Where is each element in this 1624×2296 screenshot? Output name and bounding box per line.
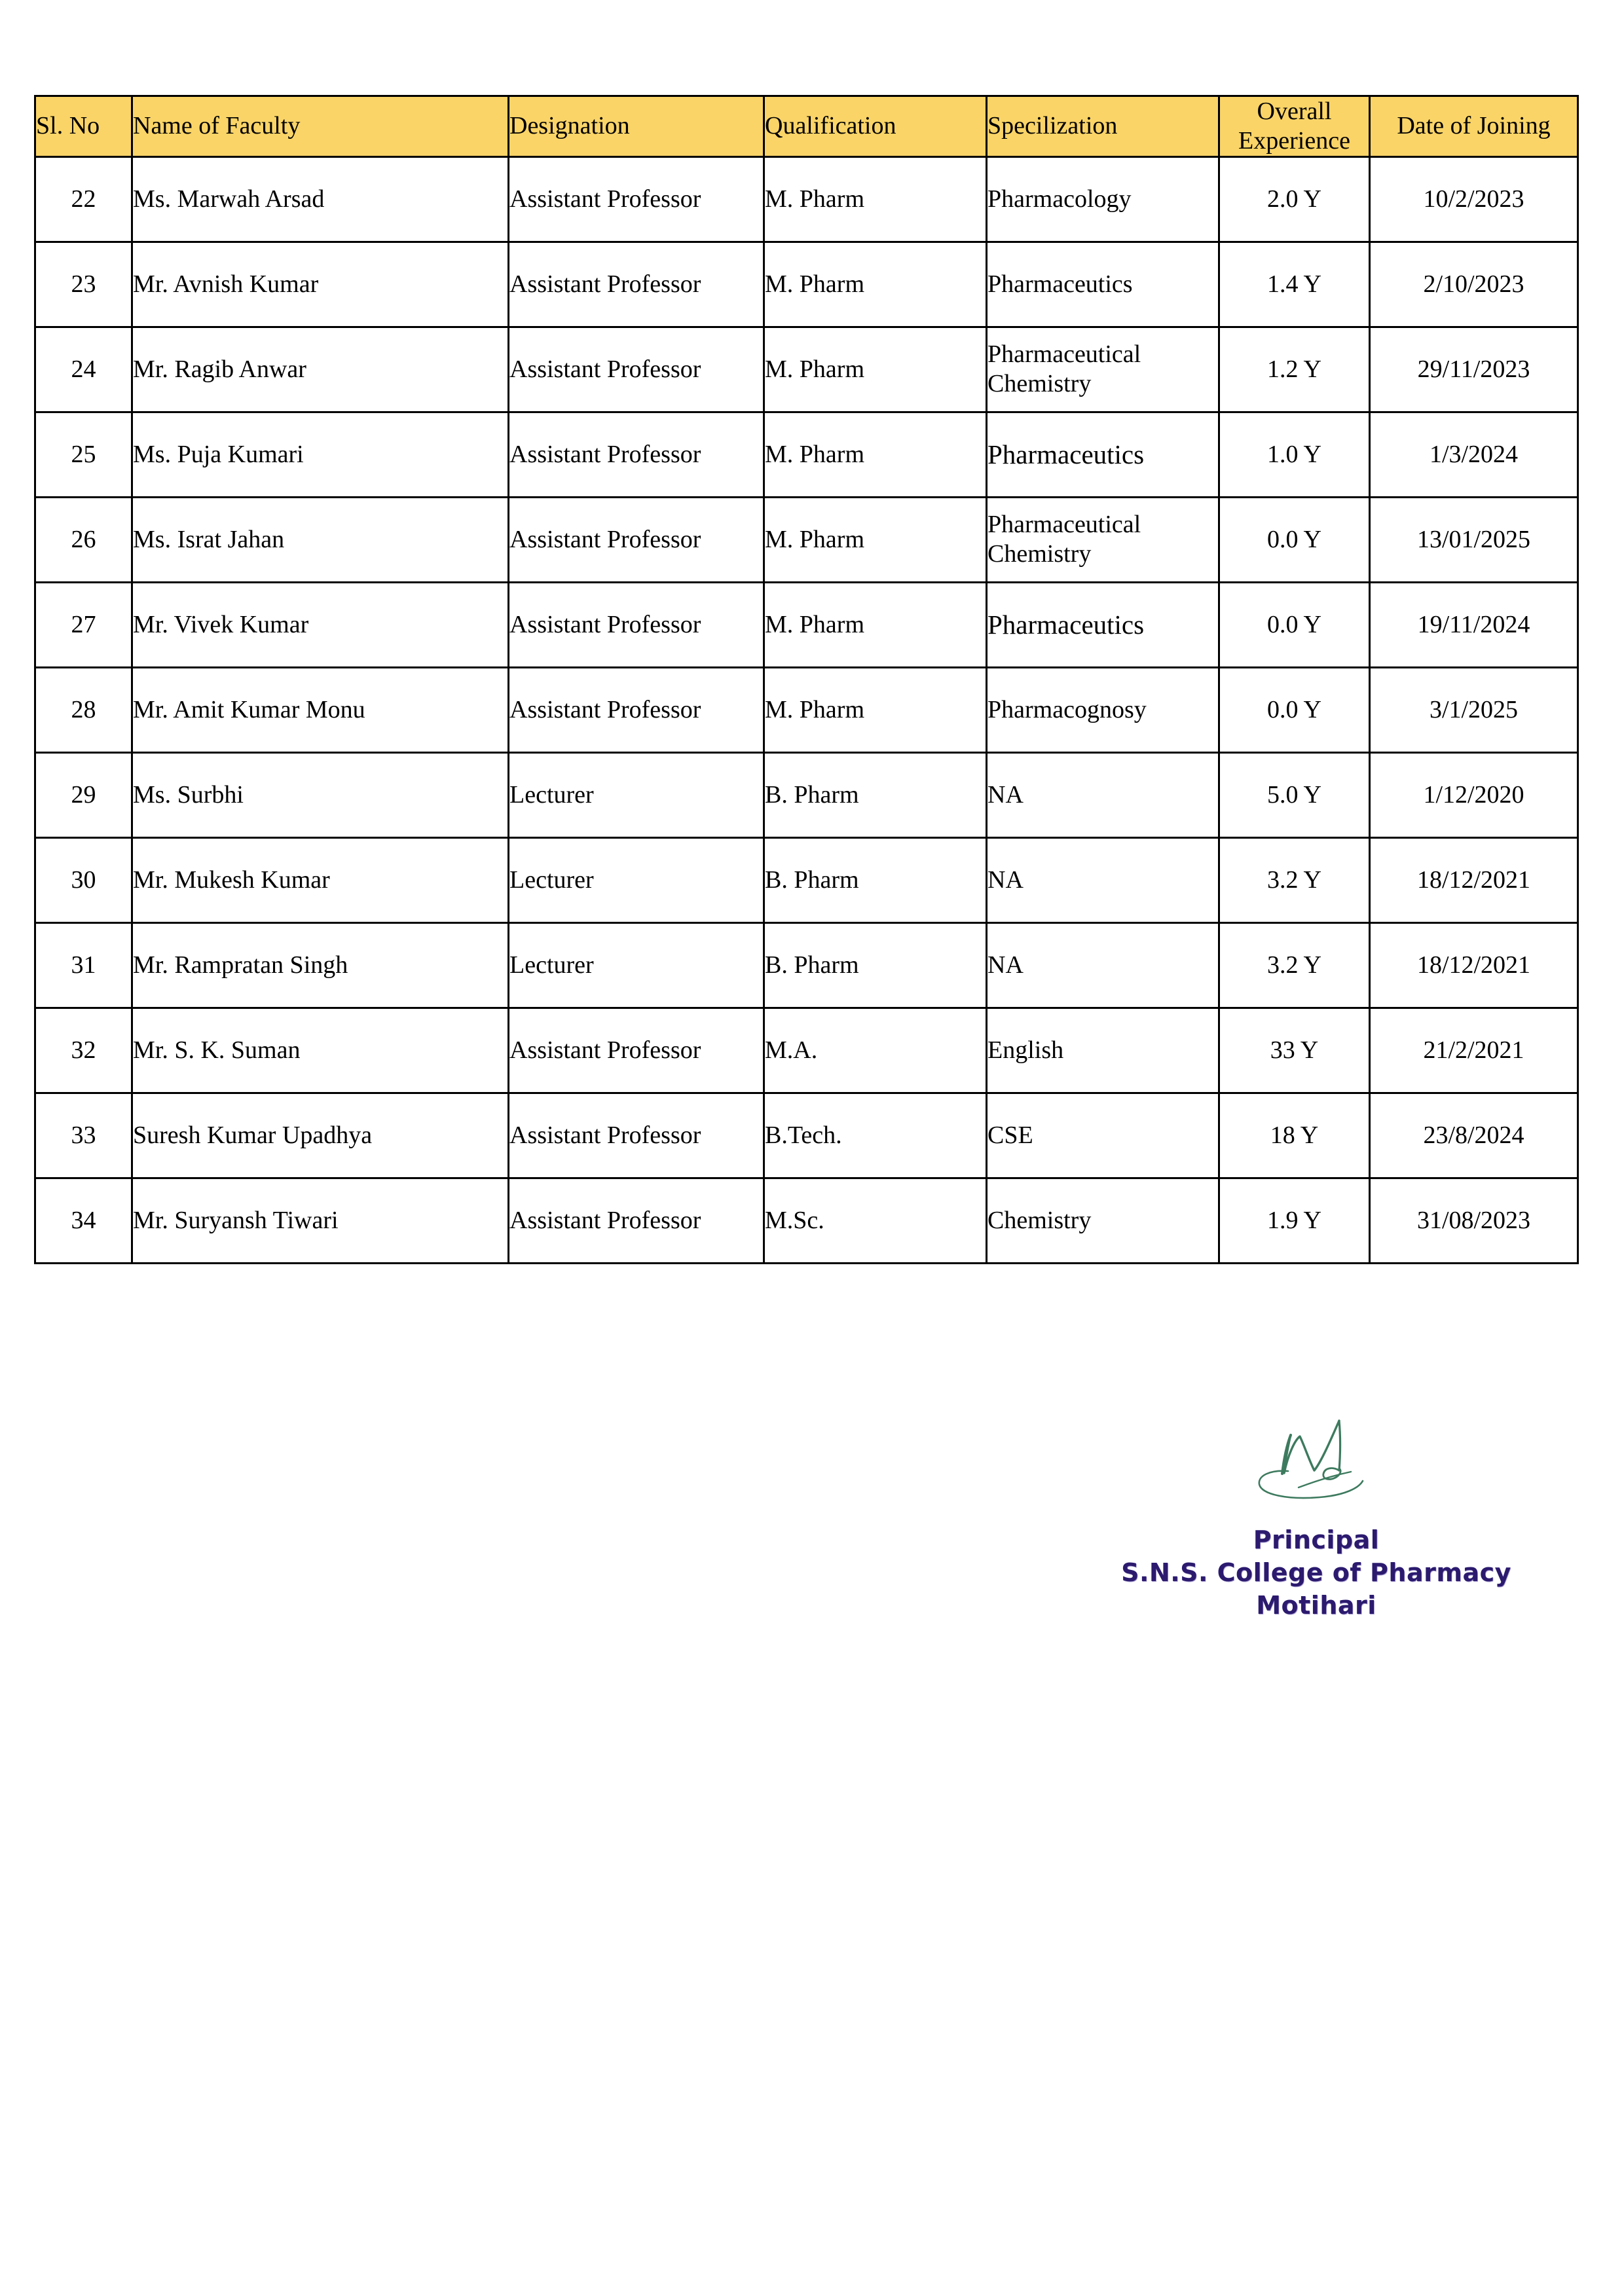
cell-name: Suresh Kumar Upadhya — [132, 1093, 509, 1178]
cell-name: Mr. Suryansh Tiwari — [132, 1178, 509, 1263]
column-header-designation: Designation — [509, 96, 764, 157]
cell-experience: 5.0 Y — [1219, 752, 1370, 837]
table-header-row — [35, 96, 1578, 157]
cell-sl-no: 32 — [35, 1008, 132, 1093]
cell-name: Ms. Marwah Arsad — [132, 156, 509, 242]
column-header-name-of-faculty: Name of Faculty — [132, 96, 509, 157]
table-row — [35, 582, 1578, 667]
table-row — [35, 667, 1578, 752]
cell-name: Mr. Vivek Kumar — [132, 582, 509, 667]
cell-name: Ms. Israt Jahan — [132, 497, 509, 582]
cell-designation: Assistant Professor — [509, 242, 764, 327]
cell-designation: Assistant Professor — [509, 1008, 764, 1093]
cell-date-of-joining: 1/3/2024 — [1370, 412, 1578, 497]
cell-qualification: M. Pharm — [764, 327, 987, 412]
cell-date-of-joining: 19/11/2024 — [1370, 582, 1578, 667]
cell-date-of-joining: 2/10/2023 — [1370, 242, 1578, 327]
cell-date-of-joining: 3/1/2025 — [1370, 667, 1578, 752]
cell-specilization: Pharmaceutics — [987, 412, 1219, 497]
cell-experience: 3.2 Y — [1219, 837, 1370, 922]
cell-sl-no: 29 — [35, 752, 132, 837]
cell-sl-no: 24 — [35, 327, 132, 412]
cell-qualification: B. Pharm — [764, 752, 987, 837]
cell-experience: 3.2 Y — [1219, 922, 1370, 1008]
cell-name: Ms. Surbhi — [132, 752, 509, 837]
cell-designation: Lecturer — [509, 922, 764, 1008]
cell-name: Mr. Ragib Anwar — [132, 327, 509, 412]
cell-date-of-joining: 23/8/2024 — [1370, 1093, 1578, 1178]
cell-designation: Assistant Professor — [509, 1178, 764, 1263]
cell-experience: 33 Y — [1219, 1008, 1370, 1093]
table-body — [35, 156, 1578, 1263]
table-row — [35, 752, 1578, 837]
table-row — [35, 837, 1578, 922]
cell-qualification: M.A. — [764, 1008, 987, 1093]
cell-sl-no: 26 — [35, 497, 132, 582]
cell-name: Mr. S. K. Suman — [132, 1008, 509, 1093]
cell-designation: Assistant Professor — [509, 327, 764, 412]
table-row — [35, 497, 1578, 582]
cell-designation: Assistant Professor — [509, 582, 764, 667]
cell-experience: 2.0 Y — [1219, 156, 1370, 242]
column-header-specilization: Specilization — [987, 96, 1219, 157]
cell-specilization: Pharmacognosy — [987, 667, 1219, 752]
cell-specilization: Pharmacology — [987, 156, 1219, 242]
cell-sl-no: 28 — [35, 667, 132, 752]
cell-name: Mr. Mukesh Kumar — [132, 837, 509, 922]
cell-specilization: Pharmaceutical Chemistry — [987, 327, 1219, 412]
cell-specilization: Chemistry — [987, 1178, 1219, 1263]
cell-specilization: Pharmaceutics — [987, 242, 1219, 327]
cell-name: Ms. Puja Kumari — [132, 412, 509, 497]
cell-date-of-joining: 1/12/2020 — [1370, 752, 1578, 837]
cell-designation: Assistant Professor — [509, 156, 764, 242]
faculty-table — [34, 95, 1579, 1264]
cell-designation: Assistant Professor — [509, 667, 764, 752]
table-row — [35, 412, 1578, 497]
cell-qualification: M. Pharm — [764, 156, 987, 242]
cell-date-of-joining: 10/2/2023 — [1370, 156, 1578, 242]
cell-designation: Lecturer — [509, 837, 764, 922]
cell-qualification: M. Pharm — [764, 242, 987, 327]
table-row — [35, 1008, 1578, 1093]
stamp-organization: S.N.S. College of Pharmacy — [1121, 1558, 1511, 1588]
cell-sl-no: 30 — [35, 837, 132, 922]
column-header-sl-no: Sl. No — [35, 96, 132, 157]
column-header-overall-experience: Overall Experience — [1219, 96, 1370, 157]
principal-signature-block — [1100, 1408, 1532, 1622]
cell-specilization: Pharmaceutics — [987, 582, 1219, 667]
cell-name: Mr. Avnish Kumar — [132, 242, 509, 327]
cell-designation: Lecturer — [509, 752, 764, 837]
table-row — [35, 1093, 1578, 1178]
cell-experience: 0.0 Y — [1219, 667, 1370, 752]
table-header — [35, 96, 1578, 157]
cell-experience: 1.0 Y — [1219, 412, 1370, 497]
cell-experience: 1.2 Y — [1219, 327, 1370, 412]
cell-experience: 0.0 Y — [1219, 497, 1370, 582]
cell-sl-no: 25 — [35, 412, 132, 497]
cell-date-of-joining: 21/2/2021 — [1370, 1008, 1578, 1093]
column-header-qualification: Qualification — [764, 96, 987, 157]
cell-date-of-joining: 29/11/2023 — [1370, 327, 1578, 412]
cell-specilization: English — [987, 1008, 1219, 1093]
cell-sl-no: 27 — [35, 582, 132, 667]
cell-date-of-joining: 13/01/2025 — [1370, 497, 1578, 582]
principal-stamp-text — [1100, 1523, 1532, 1622]
cell-designation: Assistant Professor — [509, 412, 764, 497]
table-row — [35, 922, 1578, 1008]
table-row — [35, 156, 1578, 242]
cell-name: Mr. Rampratan Singh — [132, 922, 509, 1008]
cell-sl-no: 34 — [35, 1178, 132, 1263]
cell-specilization: Pharmaceutical Chemistry — [987, 497, 1219, 582]
cell-specilization: CSE — [987, 1093, 1219, 1178]
cell-date-of-joining: 18/12/2021 — [1370, 922, 1578, 1008]
cell-qualification: M.Sc. — [764, 1178, 987, 1263]
cell-specilization: NA — [987, 837, 1219, 922]
cell-name: Mr. Amit Kumar Monu — [132, 667, 509, 752]
faculty-table-container — [34, 95, 1577, 1264]
cell-experience: 1.9 Y — [1219, 1178, 1370, 1263]
cell-qualification: B. Pharm — [764, 922, 987, 1008]
cell-specilization: NA — [987, 922, 1219, 1008]
cell-qualification: B. Pharm — [764, 837, 987, 922]
cell-experience: 1.4 Y — [1219, 242, 1370, 327]
cell-experience: 0.0 Y — [1219, 582, 1370, 667]
cell-specilization: NA — [987, 752, 1219, 837]
cell-designation: Assistant Professor — [509, 497, 764, 582]
cell-sl-no: 33 — [35, 1093, 132, 1178]
cell-sl-no: 31 — [35, 922, 132, 1008]
table-row — [35, 1178, 1578, 1263]
cell-qualification: M. Pharm — [764, 412, 987, 497]
cell-date-of-joining: 18/12/2021 — [1370, 837, 1578, 922]
cell-experience: 18 Y — [1219, 1093, 1370, 1178]
table-row — [35, 327, 1578, 412]
cell-sl-no: 23 — [35, 242, 132, 327]
cell-qualification: B.Tech. — [764, 1093, 987, 1178]
handwritten-signature-icon — [1241, 1408, 1392, 1516]
table-row — [35, 242, 1578, 327]
stamp-title: Principal — [1253, 1525, 1380, 1554]
cell-date-of-joining: 31/08/2023 — [1370, 1178, 1578, 1263]
stamp-city: Motihari — [1256, 1591, 1376, 1620]
cell-sl-no: 22 — [35, 156, 132, 242]
column-header-date-of-joining: Date of Joining — [1370, 96, 1578, 157]
cell-qualification: M. Pharm — [764, 582, 987, 667]
cell-qualification: M. Pharm — [764, 667, 987, 752]
cell-designation: Assistant Professor — [509, 1093, 764, 1178]
cell-qualification: M. Pharm — [764, 497, 987, 582]
